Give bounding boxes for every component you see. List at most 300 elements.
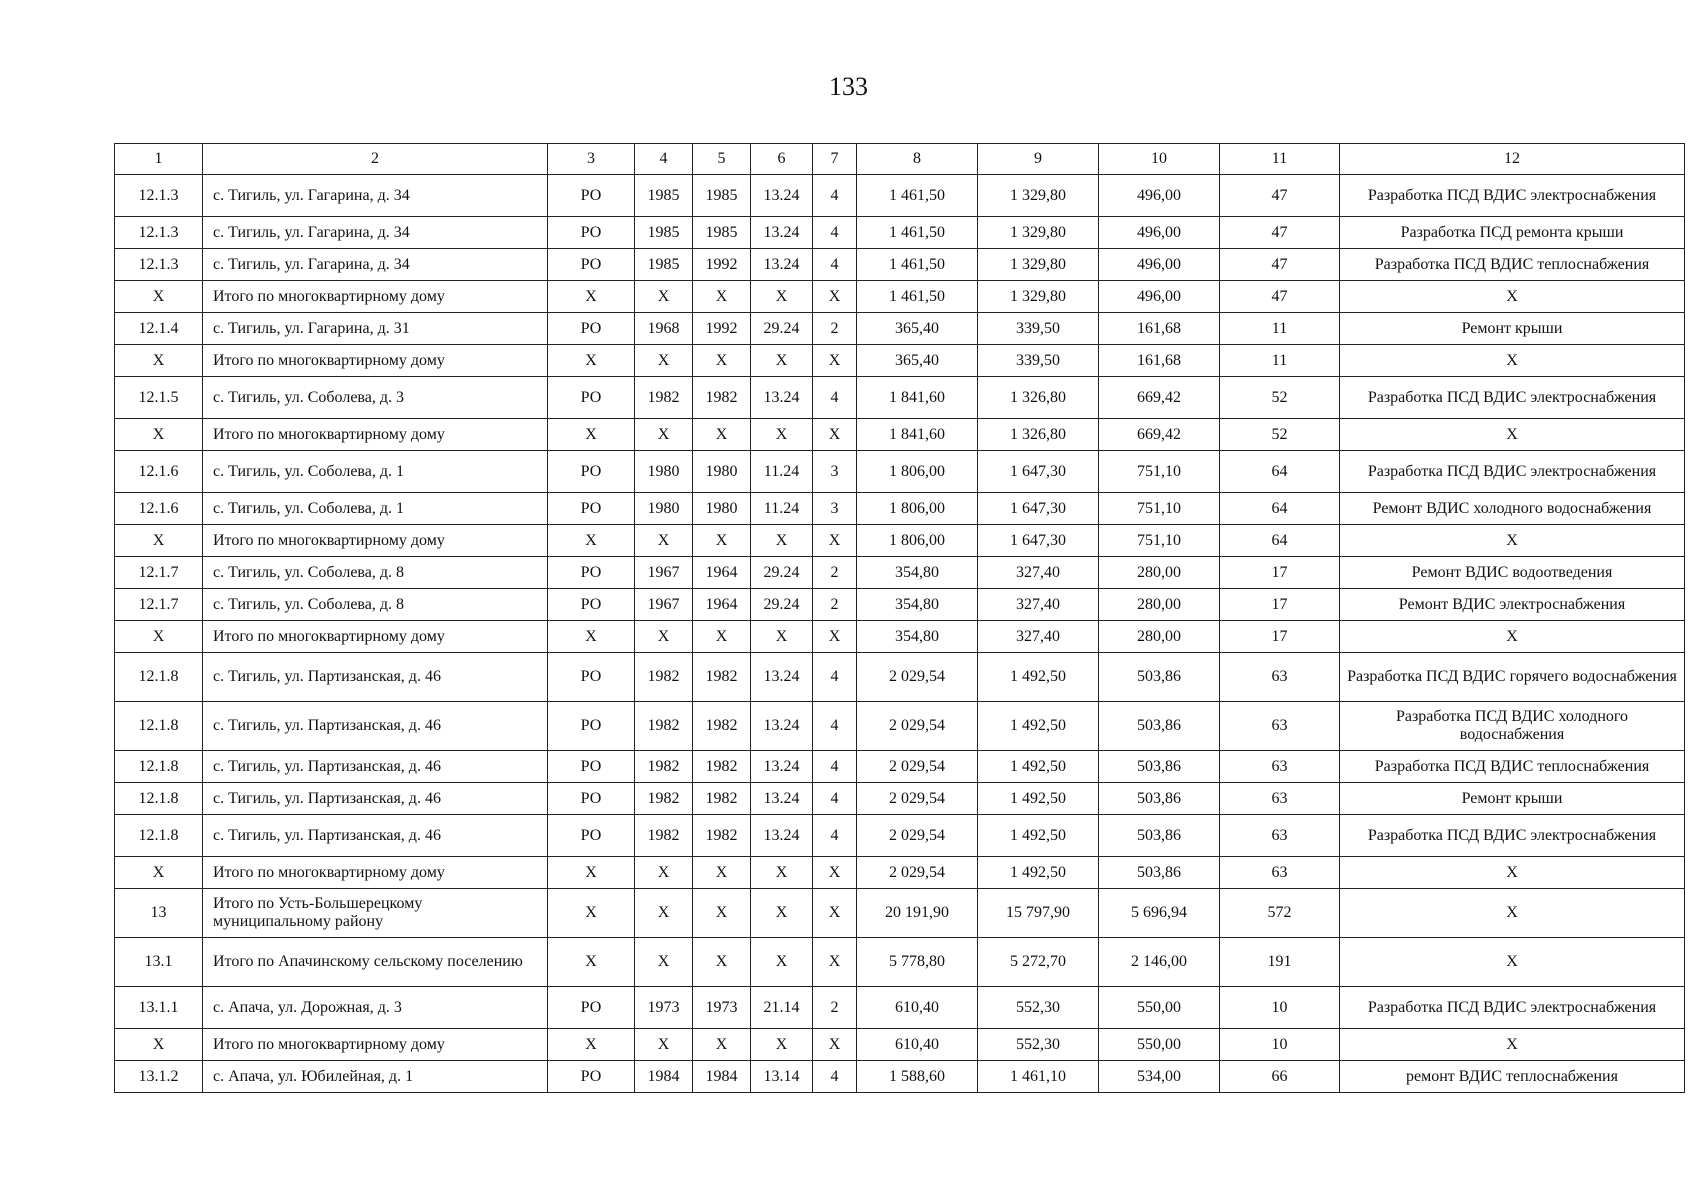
table-cell-col-3: РО: [548, 493, 635, 525]
table-cell-col-4: 1982: [635, 702, 693, 751]
table-cell-col-12: Разработка ПСД ВДИС холодного водоснабжения: [1340, 702, 1685, 751]
table-cell-col-7: 4: [813, 653, 857, 702]
table-cell-col-11: 63: [1220, 751, 1340, 783]
table-cell-col-8: 354,80: [857, 589, 978, 621]
table-cell-col-3: РО: [548, 702, 635, 751]
table-row: [115, 815, 1685, 857]
table-cell-col-10: 503,86: [1099, 751, 1220, 783]
table-row: [115, 217, 1685, 249]
table-cell-col-12: Разработка ПСД ВДИС теплоснабжения: [1340, 249, 1685, 281]
table-cell-col-4: X: [635, 1029, 693, 1061]
table-cell-col-2: с. Тигиль, ул. Партизанская, д. 46: [203, 815, 548, 857]
column-header: 10: [1099, 144, 1220, 175]
table-cell-col-8: 365,40: [857, 313, 978, 345]
capital-repair-table: [114, 143, 1685, 1093]
page-number: 133: [829, 72, 868, 101]
table-cell-col-3: X: [548, 281, 635, 313]
table-cell-col-7: 4: [813, 249, 857, 281]
table-cell-col-1: 12.1.7: [115, 557, 203, 589]
column-header: 7: [813, 144, 857, 175]
table-cell-col-12: Ремонт крыши: [1340, 313, 1685, 345]
table-cell-col-12: X: [1340, 345, 1685, 377]
table-cell-col-1: 12.1.6: [115, 451, 203, 493]
table-cell-col-3: X: [548, 525, 635, 557]
table-row: [115, 249, 1685, 281]
table-cell-col-6: 11.24: [751, 451, 813, 493]
table-cell-col-8: 1 841,60: [857, 419, 978, 451]
table-cell-col-4: X: [635, 621, 693, 653]
table-cell-col-6: X: [751, 419, 813, 451]
table-cell-col-11: 47: [1220, 217, 1340, 249]
table-cell-col-8: 2 029,54: [857, 783, 978, 815]
table-row: [115, 621, 1685, 653]
table-cell-col-3: X: [548, 621, 635, 653]
table-cell-col-6: 11.24: [751, 493, 813, 525]
table-cell-col-7: X: [813, 419, 857, 451]
table-cell-col-5: 1982: [693, 751, 751, 783]
table-cell-col-5: 1964: [693, 589, 751, 621]
table-cell-col-12: Разработка ПСД ВДИС электроснабжения: [1340, 987, 1685, 1029]
table-cell-col-8: 2 029,54: [857, 815, 978, 857]
table-cell-col-7: 4: [813, 783, 857, 815]
table-cell-col-8: 1 806,00: [857, 493, 978, 525]
table-cell-col-9: 327,40: [978, 589, 1099, 621]
table-cell-col-5: 1992: [693, 249, 751, 281]
table-cell-col-4: X: [635, 857, 693, 889]
table-cell-col-6: X: [751, 1029, 813, 1061]
table-cell-col-6: 13.24: [751, 653, 813, 702]
table-cell-col-1: 12.1.8: [115, 653, 203, 702]
table-cell-col-6: X: [751, 525, 813, 557]
table-cell-col-6: X: [751, 281, 813, 313]
table-cell-col-4: 1980: [635, 451, 693, 493]
table-cell-col-1: 12.1.3: [115, 217, 203, 249]
table-cell-col-8: 1 461,50: [857, 249, 978, 281]
table-cell-col-8: 1 588,60: [857, 1061, 978, 1093]
table-cell-col-4: X: [635, 525, 693, 557]
table-cell-col-5: X: [693, 1029, 751, 1061]
table-cell-col-3: X: [548, 857, 635, 889]
table-cell-col-2: с. Тигиль, ул. Партизанская, д. 46: [203, 702, 548, 751]
table-cell-col-3: РО: [548, 313, 635, 345]
column-header: 6: [751, 144, 813, 175]
table-cell-col-8: 2 029,54: [857, 653, 978, 702]
table-cell-col-3: РО: [548, 557, 635, 589]
table-cell-col-7: 4: [813, 815, 857, 857]
table-cell-col-8: 354,80: [857, 621, 978, 653]
table-row: [115, 1029, 1685, 1061]
table-cell-col-1: 12.1.3: [115, 175, 203, 217]
table-cell-col-3: X: [548, 1029, 635, 1061]
table-cell-col-3: РО: [548, 175, 635, 217]
table-cell-col-9: 1 492,50: [978, 751, 1099, 783]
table-cell-col-10: 496,00: [1099, 281, 1220, 313]
table-cell-col-11: 52: [1220, 377, 1340, 419]
table-row: [115, 653, 1685, 702]
table-row: [115, 313, 1685, 345]
table-cell-col-4: X: [635, 889, 693, 938]
table-cell-col-4: 1968: [635, 313, 693, 345]
table-cell-col-11: 63: [1220, 815, 1340, 857]
table-cell-col-10: 503,86: [1099, 783, 1220, 815]
table-cell-col-10: 5 696,94: [1099, 889, 1220, 938]
table-cell-col-8: 365,40: [857, 345, 978, 377]
table-cell-col-4: 1982: [635, 783, 693, 815]
table-cell-col-8: 1 461,50: [857, 175, 978, 217]
table-cell-col-9: 552,30: [978, 987, 1099, 1029]
table-cell-col-8: 610,40: [857, 1029, 978, 1061]
table-cell-col-11: 17: [1220, 557, 1340, 589]
table-cell-col-4: 1982: [635, 653, 693, 702]
table-cell-col-10: 496,00: [1099, 217, 1220, 249]
table-cell-col-5: 1985: [693, 217, 751, 249]
table-cell-col-6: 21.14: [751, 987, 813, 1029]
table-cell-col-10: 534,00: [1099, 1061, 1220, 1093]
table-cell-col-5: X: [693, 345, 751, 377]
table-cell-col-9: 1 647,30: [978, 451, 1099, 493]
table-cell-col-1: 12.1.7: [115, 589, 203, 621]
table-cell-col-8: 2 029,54: [857, 702, 978, 751]
table-cell-col-7: 2: [813, 557, 857, 589]
table-cell-col-12: X: [1340, 281, 1685, 313]
table-cell-col-11: 17: [1220, 589, 1340, 621]
table-cell-col-2: Итого по Усть-Большерецкому муниципальному району: [203, 889, 548, 938]
table-cell-col-11: 11: [1220, 313, 1340, 345]
table-row: [115, 857, 1685, 889]
table-cell-col-12: Ремонт ВДИС водоотведения: [1340, 557, 1685, 589]
table-cell-col-9: 552,30: [978, 1029, 1099, 1061]
table-cell-col-9: 1 647,30: [978, 493, 1099, 525]
table-cell-col-2: с. Тигиль, ул. Гагарина, д. 31: [203, 313, 548, 345]
table-cell-col-6: X: [751, 857, 813, 889]
table-cell-col-10: 751,10: [1099, 525, 1220, 557]
table-cell-col-7: X: [813, 621, 857, 653]
table-cell-col-2: с. Апача, ул. Дорожная, д. 3: [203, 987, 548, 1029]
table-cell-col-12: X: [1340, 889, 1685, 938]
table-cell-col-6: 29.24: [751, 313, 813, 345]
table-cell-col-12: Разработка ПСД ВДИС электроснабжения: [1340, 377, 1685, 419]
table-cell-col-6: 13.24: [751, 249, 813, 281]
table-cell-col-4: 1985: [635, 175, 693, 217]
table-cell-col-1: X: [115, 419, 203, 451]
table-cell-col-6: 29.24: [751, 557, 813, 589]
table-row: [115, 281, 1685, 313]
table-cell-col-3: РО: [548, 815, 635, 857]
table-cell-col-2: с. Тигиль, ул. Соболева, д. 1: [203, 451, 548, 493]
table-cell-col-5: 1982: [693, 702, 751, 751]
table-cell-col-10: 669,42: [1099, 377, 1220, 419]
table-cell-col-5: X: [693, 419, 751, 451]
table-cell-col-6: 13.24: [751, 783, 813, 815]
table-cell-col-12: Ремонт ВДИС холодного водоснабжения: [1340, 493, 1685, 525]
table-cell-col-10: 503,86: [1099, 653, 1220, 702]
table-cell-col-9: 339,50: [978, 313, 1099, 345]
table-cell-col-11: 66: [1220, 1061, 1340, 1093]
table-cell-col-6: 13.24: [751, 175, 813, 217]
table-cell-col-1: 12.1.6: [115, 493, 203, 525]
table-cell-col-10: 751,10: [1099, 451, 1220, 493]
table-row: [115, 493, 1685, 525]
table-cell-col-4: 1980: [635, 493, 693, 525]
table-cell-col-1: X: [115, 525, 203, 557]
table-cell-col-8: 2 029,54: [857, 751, 978, 783]
table-cell-col-9: 1 329,80: [978, 249, 1099, 281]
table-cell-col-8: 1 461,50: [857, 217, 978, 249]
table-cell-col-3: РО: [548, 377, 635, 419]
table-cell-col-10: 496,00: [1099, 175, 1220, 217]
table-cell-col-2: с. Тигиль, ул. Партизанская, д. 46: [203, 783, 548, 815]
table-cell-col-5: X: [693, 857, 751, 889]
table-cell-col-1: 12.1.8: [115, 702, 203, 751]
table-cell-col-4: X: [635, 345, 693, 377]
table-cell-col-7: 4: [813, 377, 857, 419]
table-cell-col-6: 13.14: [751, 1061, 813, 1093]
table-cell-col-10: 496,00: [1099, 249, 1220, 281]
table-cell-col-8: 20 191,90: [857, 889, 978, 938]
table-cell-col-10: 2 146,00: [1099, 938, 1220, 987]
table-cell-col-2: с. Тигиль, ул. Партизанская, д. 46: [203, 653, 548, 702]
table-cell-col-9: 339,50: [978, 345, 1099, 377]
table-cell-col-11: 17: [1220, 621, 1340, 653]
table-cell-col-11: 47: [1220, 249, 1340, 281]
table-cell-col-1: 12.1.8: [115, 783, 203, 815]
table-cell-col-2: с. Тигиль, ул. Соболева, д. 8: [203, 557, 548, 589]
table-cell-col-3: X: [548, 345, 635, 377]
table-cell-col-2: с. Тигиль, ул. Соболева, д. 3: [203, 377, 548, 419]
table-cell-col-5: X: [693, 281, 751, 313]
table-cell-col-7: 3: [813, 451, 857, 493]
table-cell-col-3: X: [548, 419, 635, 451]
table-cell-col-11: 64: [1220, 525, 1340, 557]
table-cell-col-10: 503,86: [1099, 702, 1220, 751]
table-cell-col-9: 1 329,80: [978, 217, 1099, 249]
table-cell-col-12: Ремонт крыши: [1340, 783, 1685, 815]
table-cell-col-4: 1985: [635, 249, 693, 281]
table-cell-col-11: 63: [1220, 653, 1340, 702]
table-cell-col-2: Итого по многоквартирному дому: [203, 621, 548, 653]
table-cell-col-2: Итого по многоквартирному дому: [203, 345, 548, 377]
table-cell-col-9: 1 492,50: [978, 653, 1099, 702]
table-cell-col-2: Итого по многоквартирному дому: [203, 281, 548, 313]
table-cell-col-4: X: [635, 281, 693, 313]
table-cell-col-8: 5 778,80: [857, 938, 978, 987]
table-cell-col-5: 1992: [693, 313, 751, 345]
table-cell-col-3: РО: [548, 987, 635, 1029]
table-cell-col-8: 1 841,60: [857, 377, 978, 419]
table-cell-col-9: 15 797,90: [978, 889, 1099, 938]
table-cell-col-3: X: [548, 889, 635, 938]
column-header: 12: [1340, 144, 1685, 175]
column-header: 1: [115, 144, 203, 175]
table-row: [115, 889, 1685, 938]
table-cell-col-12: X: [1340, 525, 1685, 557]
table-cell-col-12: Разработка ПСД ВДИС электроснабжения: [1340, 815, 1685, 857]
table-cell-col-5: 1982: [693, 377, 751, 419]
table-cell-col-8: 1 461,50: [857, 281, 978, 313]
table-cell-col-5: X: [693, 525, 751, 557]
table-cell-col-12: Ремонт ВДИС электроснабжения: [1340, 589, 1685, 621]
table-cell-col-7: X: [813, 889, 857, 938]
table-cell-col-7: 4: [813, 175, 857, 217]
table-cell-col-7: 4: [813, 1061, 857, 1093]
table-cell-col-2: Итого по многоквартирному дому: [203, 857, 548, 889]
table-cell-col-12: Разработка ПСД ВДИС теплоснабжения: [1340, 751, 1685, 783]
table-cell-col-7: X: [813, 938, 857, 987]
table-cell-col-6: 13.24: [751, 815, 813, 857]
table-cell-col-7: 2: [813, 987, 857, 1029]
table-cell-col-1: 13.1.1: [115, 987, 203, 1029]
table-row: [115, 451, 1685, 493]
table-cell-col-1: 13.1.2: [115, 1061, 203, 1093]
table-cell-col-9: 1 492,50: [978, 857, 1099, 889]
table-cell-col-2: с. Тигиль, ул. Партизанская, д. 46: [203, 751, 548, 783]
table-cell-col-3: РО: [548, 217, 635, 249]
table-cell-col-10: 550,00: [1099, 1029, 1220, 1061]
table-cell-col-2: с. Тигиль, ул. Гагарина, д. 34: [203, 175, 548, 217]
table-cell-col-9: 1 326,80: [978, 419, 1099, 451]
table-cell-col-12: X: [1340, 1029, 1685, 1061]
table-cell-col-6: X: [751, 621, 813, 653]
table-row: [115, 702, 1685, 751]
table-cell-col-7: X: [813, 857, 857, 889]
table-cell-col-1: X: [115, 345, 203, 377]
table-cell-col-7: 2: [813, 589, 857, 621]
table-cell-col-11: 64: [1220, 493, 1340, 525]
table-cell-col-3: РО: [548, 653, 635, 702]
table-cell-col-6: 13.24: [751, 377, 813, 419]
table-cell-col-3: X: [548, 938, 635, 987]
table-row: [115, 751, 1685, 783]
table-cell-col-1: 12.1.4: [115, 313, 203, 345]
table-cell-col-1: 12.1.3: [115, 249, 203, 281]
table-cell-col-4: 1982: [635, 377, 693, 419]
table-cell-col-12: Разработка ПСД ВДИС электроснабжения: [1340, 451, 1685, 493]
table-cell-col-2: с. Тигиль, ул. Соболева, д. 8: [203, 589, 548, 621]
table-cell-col-7: X: [813, 525, 857, 557]
table-cell-col-3: РО: [548, 589, 635, 621]
table-row: [115, 345, 1685, 377]
table-cell-col-12: X: [1340, 621, 1685, 653]
table-cell-col-7: X: [813, 345, 857, 377]
table-cell-col-7: 4: [813, 217, 857, 249]
table-cell-col-3: РО: [548, 783, 635, 815]
table-cell-col-11: 52: [1220, 419, 1340, 451]
table-row: [115, 419, 1685, 451]
table-cell-col-7: 4: [813, 751, 857, 783]
table-cell-col-11: 11: [1220, 345, 1340, 377]
table-cell-col-4: 1973: [635, 987, 693, 1029]
table-cell-col-11: 63: [1220, 783, 1340, 815]
column-header: 11: [1220, 144, 1340, 175]
table-cell-col-1: X: [115, 621, 203, 653]
table-cell-col-8: 2 029,54: [857, 857, 978, 889]
table-row: [115, 525, 1685, 557]
table-cell-col-2: Итого по многоквартирному дому: [203, 525, 548, 557]
table-cell-col-5: X: [693, 889, 751, 938]
table-cell-col-3: РО: [548, 751, 635, 783]
table-cell-col-10: 751,10: [1099, 493, 1220, 525]
table-cell-col-12: X: [1340, 938, 1685, 987]
table-cell-col-9: 1 326,80: [978, 377, 1099, 419]
table-cell-col-9: 327,40: [978, 621, 1099, 653]
table-cell-col-9: 1 492,50: [978, 815, 1099, 857]
table-cell-col-6: 13.24: [751, 217, 813, 249]
table-cell-col-5: 1985: [693, 175, 751, 217]
table-cell-col-10: 161,68: [1099, 313, 1220, 345]
table-cell-col-10: 669,42: [1099, 419, 1220, 451]
table-cell-col-2: с. Тигиль, ул. Гагарина, д. 34: [203, 217, 548, 249]
table-cell-col-1: X: [115, 857, 203, 889]
table-cell-col-11: 63: [1220, 857, 1340, 889]
table-cell-col-9: 1 492,50: [978, 783, 1099, 815]
table-cell-col-8: 1 806,00: [857, 451, 978, 493]
column-header: 2: [203, 144, 548, 175]
column-header: 5: [693, 144, 751, 175]
table-cell-col-6: 29.24: [751, 589, 813, 621]
table-cell-col-11: 572: [1220, 889, 1340, 938]
table-cell-col-5: 1982: [693, 783, 751, 815]
table-row: [115, 1061, 1685, 1093]
table-cell-col-1: X: [115, 281, 203, 313]
table-cell-col-11: 63: [1220, 702, 1340, 751]
table-cell-col-11: 47: [1220, 175, 1340, 217]
table-cell-col-12: ремонт ВДИС теплоснабжения: [1340, 1061, 1685, 1093]
table-cell-col-3: РО: [548, 249, 635, 281]
table-cell-col-4: 1982: [635, 751, 693, 783]
table-cell-col-12: Разработка ПСД ремонта крыши: [1340, 217, 1685, 249]
column-header: 3: [548, 144, 635, 175]
table-cell-col-9: 1 329,80: [978, 175, 1099, 217]
table-cell-col-1: 12.1.5: [115, 377, 203, 419]
table-cell-col-10: 503,86: [1099, 815, 1220, 857]
table-cell-col-1: 12.1.8: [115, 751, 203, 783]
table-cell-col-1: X: [115, 1029, 203, 1061]
table-cell-col-10: 280,00: [1099, 589, 1220, 621]
table-cell-col-4: X: [635, 938, 693, 987]
table-cell-col-10: 550,00: [1099, 987, 1220, 1029]
table-cell-col-5: 1982: [693, 815, 751, 857]
table-cell-col-11: 10: [1220, 987, 1340, 1029]
table-cell-col-12: Разработка ПСД ВДИС горячего водоснабжения: [1340, 653, 1685, 702]
table-cell-col-9: 1 461,10: [978, 1061, 1099, 1093]
table-cell-col-2: с. Апача, ул. Юбилейная, д. 1: [203, 1061, 548, 1093]
table-cell-col-9: 1 647,30: [978, 525, 1099, 557]
table-cell-col-10: 503,86: [1099, 857, 1220, 889]
column-header: 8: [857, 144, 978, 175]
table-cell-col-7: X: [813, 281, 857, 313]
table-body: [115, 175, 1685, 1093]
table-row: [115, 589, 1685, 621]
table-cell-col-5: X: [693, 938, 751, 987]
table-cell-col-8: 1 806,00: [857, 525, 978, 557]
table-cell-col-5: 1964: [693, 557, 751, 589]
table-cell-col-5: 1980: [693, 451, 751, 493]
table-cell-col-1: 13: [115, 889, 203, 938]
table-row: [115, 783, 1685, 815]
table-cell-col-3: РО: [548, 451, 635, 493]
table-cell-col-6: X: [751, 345, 813, 377]
table-cell-col-8: 610,40: [857, 987, 978, 1029]
table-cell-col-2: Итого по Апачинскому сельскому поселению: [203, 938, 548, 987]
table-cell-col-7: 2: [813, 313, 857, 345]
table-cell-col-10: 280,00: [1099, 621, 1220, 653]
table-cell-col-2: с. Тигиль, ул. Соболева, д. 1: [203, 493, 548, 525]
table-cell-col-7: 4: [813, 702, 857, 751]
table-cell-col-5: 1984: [693, 1061, 751, 1093]
table-cell-col-1: 12.1.8: [115, 815, 203, 857]
table-cell-col-9: 1 329,80: [978, 281, 1099, 313]
table-cell-col-9: 327,40: [978, 557, 1099, 589]
